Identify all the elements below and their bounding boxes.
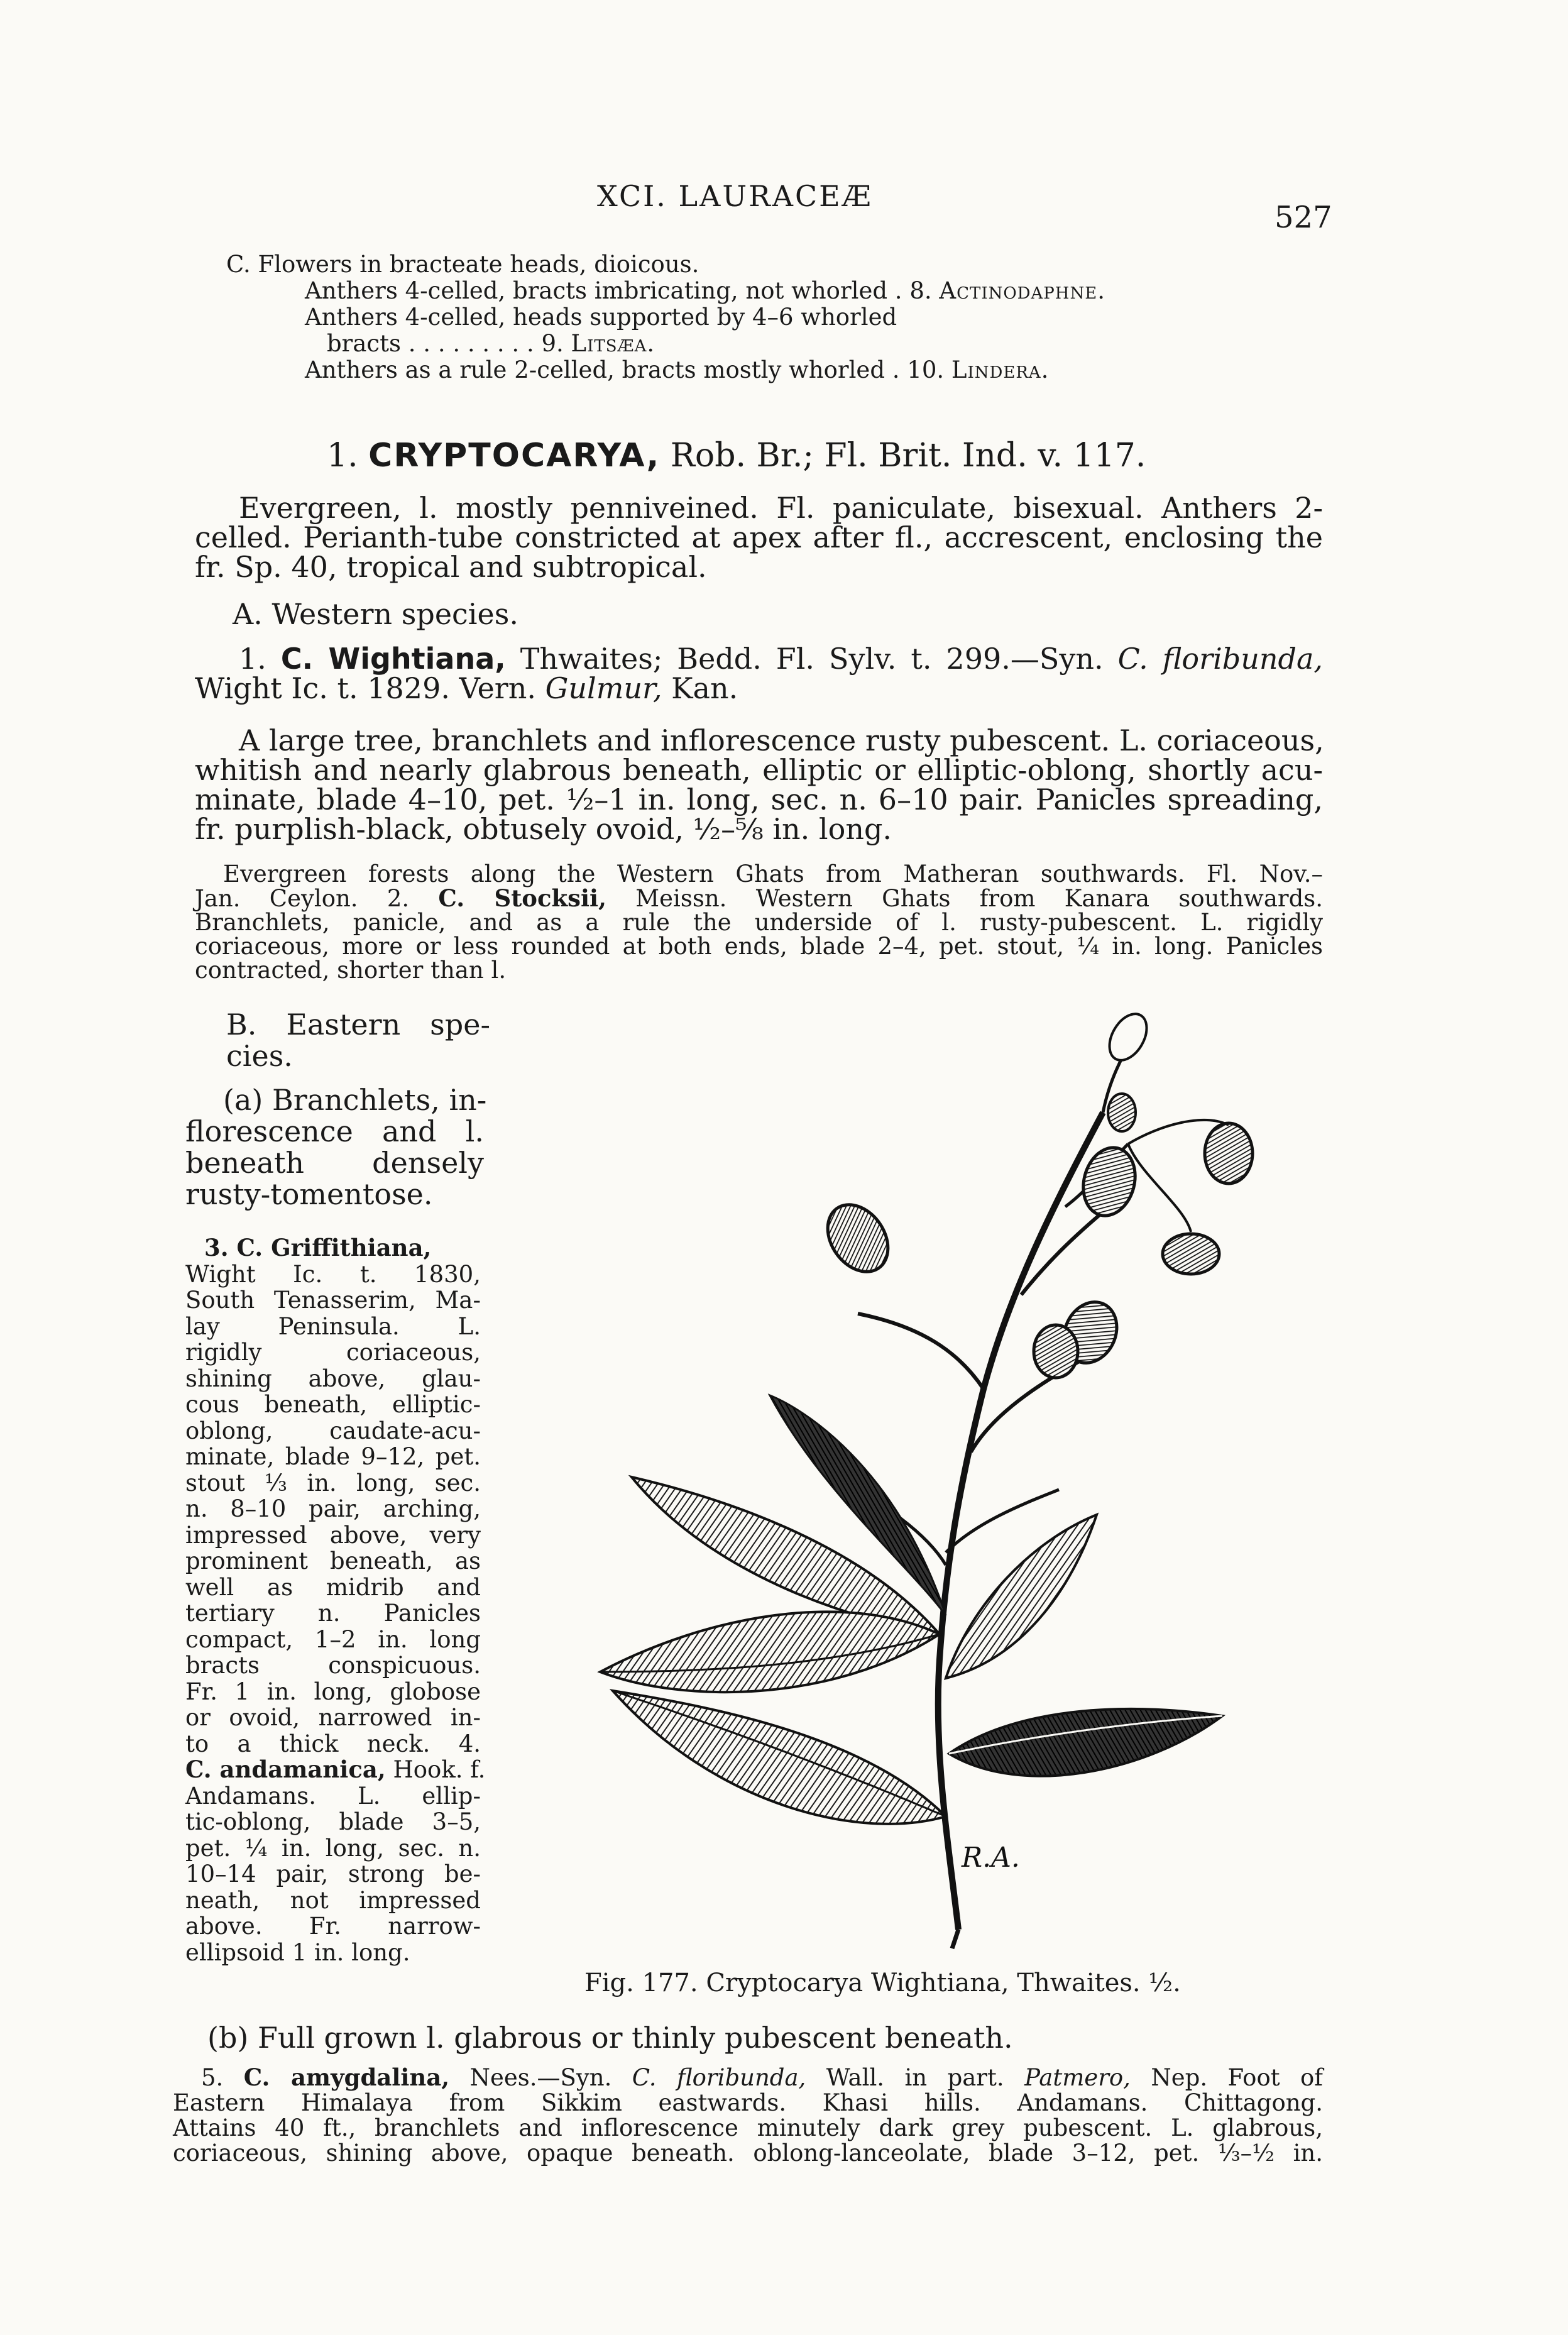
fruit — [1102, 1008, 1154, 1067]
subsection-a-heading: (a) Branchlets, in- florescence and l. beneath densely rusty-tomentose. — [185, 1083, 487, 1211]
species-3-text: 3. C. Griffithiana, Wight Ic. t. 1830, South Tenasserim, Ma- lay Peninsula. L. rigidly coriaceous, shining above, glau- cous beneath, elliptic- oblong, caudate-acu- minate, blade 9–12, pet. stout ⅓ in. long, sec. n. 8–10 pair, arching, impressed above, very prominent beneath, as well as midrib and tertiary n. Panicles compact, 1–2 in. long bracts conspicuous. Fr. 1 in. long, globose or ovoid, narrowed in- to a thick neck. 4. C. andamanica, Hook. f. Andamans. L. ellip- tic-oblong, blade 3–5, pet. ¼ in. long, sec. n. 10–14 pair, strong be- neath, not impressed above. Fr. narrow- ellipsoid 1 in. long. — [185, 1234, 486, 1966]
key-row: bracts . . . . . . . . . 9. Litsæa. — [327, 330, 655, 357]
section-b-heading: B. Eastern spe- cies. — [226, 1008, 490, 1073]
key-row: Anthers 4-celled, heads supported by 4–6 whorled — [305, 304, 897, 331]
genus-description: Evergreen, l. mostly penniveined. Fl. paniculate, bisexual. Anthers 2- celled. Perianth-tube constricted at apex after fl., accrescent, enclosing the fr. Sp. 40, tropical and subtropical. — [195, 491, 1323, 584]
artist-signature: R.A. — [962, 1842, 1020, 1874]
fruit — [815, 1193, 900, 1283]
leaf — [946, 1515, 1097, 1678]
key-row: Anthers 4-celled, bracts imbricating, not whorled . 8. Actinodaphne. — [305, 277, 1105, 304]
key-row: Anthers as a rule 2-celled, bracts mostly whorled . 10. Lindera. — [305, 356, 1050, 383]
genus-name: CRYPTOCARYA, — [368, 437, 661, 475]
species-notes: Evergreen forests along the Western Ghats from Matheran southwards. Fl. Nov.– Jan. Ceylon. 2. C. Stocksii, Meissn. Western Ghats from Kanara southwards. Branchlets, panicle, and as a rule the underside of l. rusty-pubescent. L. rigidly coriaceous, more or less rounded at both ends, blade 2–4, pet. stout, ¼ in. long. Panicles contracted, shorter than l. — [195, 860, 1323, 984]
species-heading: 1. C. Wightiana, Thwaites; Bedd. Fl. Sylv. t. 299.—Syn. C. floribunda, Wight Ic. t. 1829. Vern. Gulmur, Kan. — [195, 642, 1323, 705]
branch — [946, 1490, 1059, 1552]
species-name: C. amygdalina, — [243, 2063, 450, 2091]
section-a-heading: A. Western species. — [233, 597, 518, 631]
fruit — [1034, 1325, 1078, 1378]
species-name: C. andamanica, — [185, 1755, 386, 1783]
species-5-text: 5. C. amygdalina, Nees.—Syn. C. floribunda, Wall. in part. Patmero, Nep. Foot of Eastern Himalaya from Sikkim eastwards. Khasi hills. Andamans. Chittagong. Attains 40 ft., branchlets and inflorescence minutely dark grey pubescent. L. glabrous, coriaceous, shining above, opaque beneath. oblong-lanceolate, blade 3–12, pet. ⅓–½ in. — [173, 2063, 1323, 2167]
branch — [858, 1314, 984, 1389]
petiole-base — [952, 1930, 958, 1948]
leaf — [600, 1612, 940, 1692]
fruit — [1163, 1234, 1219, 1274]
key-section-c: C. Flowers in bracteate heads, dioicous. — [226, 251, 699, 278]
page-number: 527 — [1275, 200, 1332, 235]
genus-heading: 1. CRYPTOCARYA, Rob. Br.; Fl. Brit. Ind. v. 117. — [327, 437, 1146, 475]
species-name: 3. C. Griffithiana, — [204, 1234, 432, 1261]
figure-caption: Fig. 177. Cryptocarya Wightiana, Thwaites. ½. — [584, 1969, 1181, 1997]
plant-illustration — [506, 999, 1323, 1961]
fruit — [1205, 1123, 1253, 1184]
species-description: A large tree, branchlets and inflorescence rusty pubescent. L. coriaceous, whitish and nearly glabrous beneath, elliptic or elliptic-oblong, shortly acu- minate, blade 4–10, pet. ½–1 in. long, sec. n. 6–10 pair. Panicles spreading, fr. purplish-black, obtusely ovoid, ½–⅝ in. long. — [195, 723, 1324, 846]
leaf — [613, 1691, 946, 1824]
species-name: C. Wightiana, — [280, 642, 506, 676]
running-header: XCI. LAURACEÆ — [597, 179, 873, 213]
subsection-b-heading: (b) Full grown l. glabrous or thinly pubescent beneath. — [207, 2021, 1013, 2055]
fruit — [1108, 1094, 1136, 1131]
